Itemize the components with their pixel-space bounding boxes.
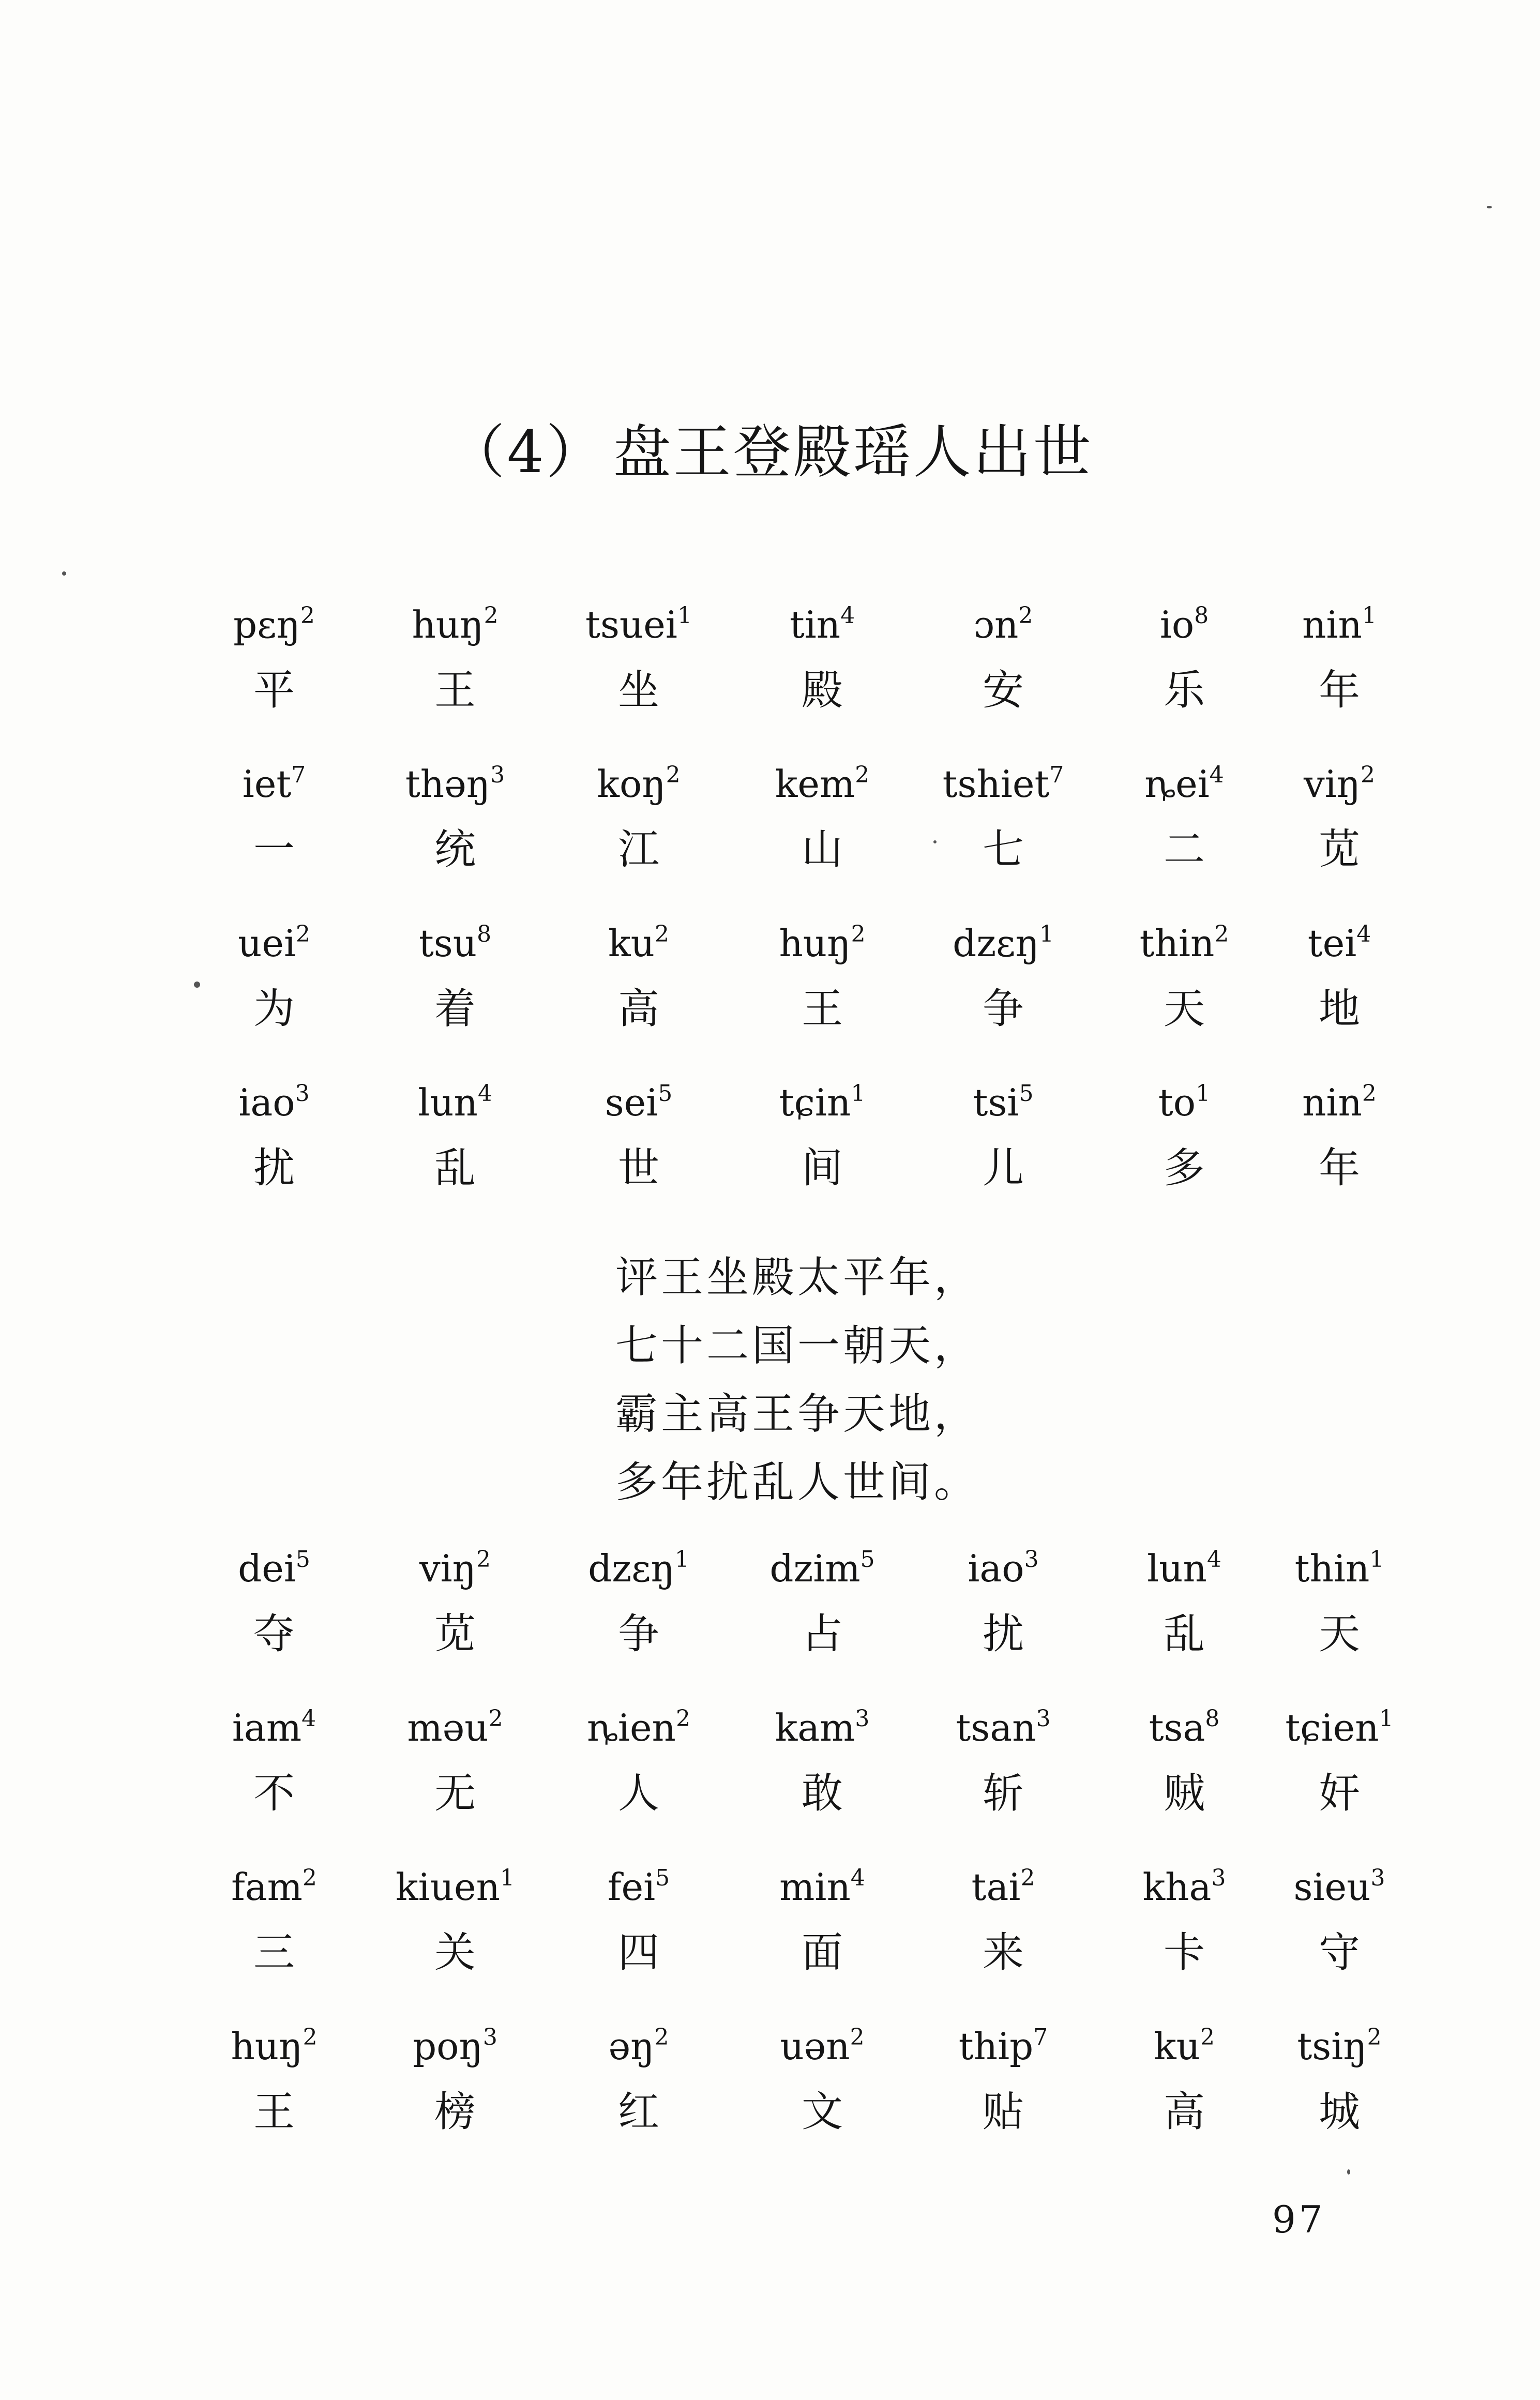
romanization-syllable: tshiet bbox=[942, 762, 1050, 806]
scan-speck bbox=[62, 571, 66, 576]
romanization-syllable: ku bbox=[1154, 2025, 1200, 2068]
romanization bbox=[181, 1705, 367, 1750]
title-number: （4） bbox=[447, 419, 606, 486]
romanization-syllable: tsa bbox=[1149, 1706, 1205, 1749]
word-pair bbox=[362, 1080, 548, 1194]
romanization-syllable: ku bbox=[608, 922, 655, 965]
chinese-character: 红 bbox=[618, 2088, 659, 2136]
chinese-character: 年 bbox=[1319, 1144, 1360, 1192]
word-pair bbox=[362, 762, 548, 876]
tone-number: 1 bbox=[1196, 1080, 1211, 1107]
romanization bbox=[362, 2024, 548, 2069]
tone-number: 3 bbox=[295, 1080, 310, 1107]
word-pair bbox=[1246, 762, 1432, 876]
chinese-character: 文 bbox=[802, 2088, 843, 2136]
word-pair bbox=[910, 762, 1096, 876]
romanization-syllable: koŋ bbox=[597, 762, 666, 806]
word-pair bbox=[181, 921, 367, 1035]
romanization-syllable: dzεŋ bbox=[588, 1547, 675, 1590]
tone-number: 2 bbox=[303, 2024, 318, 2050]
tone-number: 2 bbox=[655, 921, 669, 947]
romanization bbox=[362, 1705, 548, 1750]
word-pair bbox=[546, 921, 732, 1035]
title-text: 盘王登殿瑶人出世 bbox=[613, 419, 1093, 486]
word-pair bbox=[362, 1865, 548, 1979]
romanization-syllable: ȵei bbox=[1144, 762, 1210, 806]
chinese-character: 苋 bbox=[434, 1610, 476, 1658]
chinese-character: 七 bbox=[983, 825, 1024, 873]
romanization-syllable: fei bbox=[607, 1865, 656, 1909]
chinese-character: 坐 bbox=[618, 666, 659, 714]
word-pair bbox=[362, 921, 548, 1035]
chinese-character: 王 bbox=[434, 666, 476, 714]
chinese-character: 高 bbox=[1164, 2088, 1205, 2136]
romanization bbox=[729, 1705, 915, 1750]
romanization bbox=[1246, 1865, 1432, 1909]
chinese-character: 殿 bbox=[802, 666, 843, 714]
chinese-character: 着 bbox=[434, 985, 476, 1033]
word-pair bbox=[546, 1546, 732, 1660]
romanization-syllable: huŋ bbox=[231, 2025, 303, 2068]
verse-line: 多年扰乱人世间。 bbox=[615, 1458, 980, 1507]
word-pair bbox=[729, 1080, 915, 1194]
romanization-syllable: lun bbox=[1147, 1547, 1207, 1590]
romanization-syllable: kam bbox=[775, 1706, 855, 1749]
romanization bbox=[181, 1080, 367, 1125]
romanization bbox=[729, 1546, 915, 1591]
romanization-syllable: iet bbox=[242, 762, 292, 806]
romanization-syllable: iao bbox=[968, 1547, 1024, 1590]
tone-number: 3 bbox=[1036, 1705, 1051, 1732]
romanization-syllable: viŋ bbox=[419, 1547, 477, 1590]
word-pair bbox=[546, 762, 732, 876]
chinese-character: 二 bbox=[1164, 825, 1205, 873]
tone-number: 2 bbox=[1020, 1865, 1035, 1891]
chinese-character: 多 bbox=[1164, 1144, 1205, 1192]
word-pair bbox=[1246, 1546, 1432, 1660]
romanization bbox=[362, 602, 548, 647]
romanization bbox=[910, 762, 1096, 806]
romanization bbox=[546, 2024, 732, 2069]
romanization bbox=[729, 921, 915, 965]
romanization bbox=[546, 1705, 732, 1750]
chinese-character: 天 bbox=[1319, 1610, 1360, 1658]
chinese-character: 三 bbox=[253, 1928, 295, 1976]
romanization bbox=[729, 2024, 915, 2069]
tone-number: 1 bbox=[1379, 1705, 1394, 1732]
chinese-character: 乱 bbox=[434, 1144, 476, 1192]
romanization bbox=[362, 1865, 548, 1909]
scan-speck bbox=[1347, 2169, 1350, 2175]
romanization bbox=[181, 921, 367, 965]
chinese-character: 山 bbox=[802, 825, 843, 873]
romanization-syllable: tsu bbox=[418, 922, 477, 965]
romanization-syllable: huŋ bbox=[412, 603, 484, 646]
romanization-syllable: io bbox=[1159, 603, 1195, 646]
chinese-character: 苋 bbox=[1319, 825, 1360, 873]
tone-number: 2 bbox=[302, 1865, 317, 1891]
page-number: 97 bbox=[1272, 2198, 1326, 2241]
tone-number: 5 bbox=[655, 1865, 670, 1891]
romanization-syllable: kiuen bbox=[395, 1865, 500, 1909]
word-pair bbox=[1246, 1080, 1432, 1194]
word-pair bbox=[729, 1546, 915, 1660]
chinese-character: 贼 bbox=[1164, 1769, 1205, 1817]
chinese-character: 争 bbox=[618, 1610, 659, 1658]
tone-number: 1 bbox=[1039, 921, 1054, 947]
romanization-syllable: tsi bbox=[973, 1081, 1019, 1124]
tone-number: 8 bbox=[1205, 1705, 1220, 1732]
romanization bbox=[1246, 762, 1432, 806]
scan-speck bbox=[194, 982, 200, 988]
word-pair bbox=[546, 1705, 732, 1819]
romanization-syllable: tsan bbox=[956, 1706, 1036, 1749]
romanization-syllable: əŋ bbox=[608, 2025, 655, 2068]
chinese-character: 占 bbox=[802, 1610, 843, 1658]
chinese-character: 平 bbox=[253, 666, 295, 714]
tone-number: 8 bbox=[1194, 602, 1209, 629]
romanization-syllable: thəŋ bbox=[405, 762, 491, 806]
word-pair bbox=[910, 921, 1096, 1035]
romanization-syllable: huŋ bbox=[779, 922, 851, 965]
romanization bbox=[546, 1546, 732, 1591]
romanization-syllable: to bbox=[1158, 1081, 1196, 1124]
tone-number: 2 bbox=[476, 1546, 491, 1573]
romanization-syllable: viŋ bbox=[1303, 762, 1361, 806]
word-pair bbox=[181, 602, 367, 716]
word-pair bbox=[729, 602, 915, 716]
tone-number: 2 bbox=[1200, 2024, 1215, 2050]
chinese-character: 扰 bbox=[253, 1144, 295, 1192]
tone-number: 2 bbox=[484, 602, 499, 629]
chinese-character: 地 bbox=[1319, 985, 1360, 1033]
word-pair bbox=[362, 1546, 548, 1660]
tone-number: 5 bbox=[295, 1546, 310, 1573]
word-pair bbox=[362, 1705, 548, 1819]
word-pair bbox=[546, 1080, 732, 1194]
romanization-syllable: min bbox=[779, 1865, 851, 1909]
romanization-syllable: poŋ bbox=[413, 2025, 483, 2068]
chinese-character: 城 bbox=[1319, 2088, 1360, 2136]
word-pair bbox=[362, 2024, 548, 2138]
romanization-syllable: sieu bbox=[1293, 1865, 1371, 1909]
romanization-syllable: məu bbox=[407, 1706, 489, 1749]
tone-number: 2 bbox=[300, 602, 315, 629]
tone-number: 5 bbox=[860, 1546, 875, 1573]
romanization-syllable: thin bbox=[1139, 922, 1215, 965]
chinese-character: 王 bbox=[253, 2088, 295, 2136]
tone-number: 3 bbox=[1211, 1865, 1226, 1891]
word-pair bbox=[910, 602, 1096, 716]
romanization bbox=[546, 602, 732, 647]
romanization-syllable: kha bbox=[1142, 1865, 1212, 1909]
romanization-syllable: lun bbox=[418, 1081, 478, 1124]
chinese-character: 江 bbox=[618, 825, 659, 873]
chinese-character: 四 bbox=[618, 1928, 659, 1976]
tone-number: 1 bbox=[674, 1546, 689, 1573]
verse-line: 评王坐殿太平年， bbox=[615, 1253, 980, 1302]
tone-number: 3 bbox=[490, 762, 505, 788]
romanization bbox=[1246, 1546, 1432, 1591]
chinese-character: 来 bbox=[983, 1928, 1024, 1976]
chinese-character: 无 bbox=[434, 1769, 476, 1817]
chinese-character: 敢 bbox=[802, 1769, 843, 1817]
romanization-syllable: uən bbox=[780, 2025, 850, 2068]
romanization-syllable: thin bbox=[1294, 1547, 1370, 1590]
romanization bbox=[910, 602, 1096, 647]
tone-number: 2 bbox=[654, 2024, 669, 2050]
chinese-character: 守 bbox=[1319, 1928, 1360, 1976]
tone-number: 2 bbox=[855, 762, 870, 788]
romanization-syllable: dzim bbox=[769, 1547, 860, 1590]
tone-number: 2 bbox=[851, 921, 866, 947]
tone-number: 1 bbox=[677, 602, 692, 629]
romanization bbox=[362, 921, 548, 965]
word-pair bbox=[910, 1865, 1096, 1979]
word-pair bbox=[729, 1865, 915, 1979]
romanization bbox=[1246, 1080, 1432, 1125]
romanization bbox=[910, 1865, 1096, 1909]
verse-translation bbox=[615, 1244, 979, 1517]
chinese-character: 为 bbox=[253, 985, 295, 1033]
tone-number: 4 bbox=[840, 602, 855, 629]
word-pair bbox=[181, 762, 367, 876]
tone-number: 5 bbox=[1019, 1080, 1034, 1107]
tone-number: 3 bbox=[482, 2024, 497, 2050]
tone-number: 4 bbox=[301, 1705, 316, 1732]
chinese-character: 世 bbox=[618, 1144, 659, 1192]
romanization-syllable: tai bbox=[971, 1865, 1021, 1909]
romanization bbox=[181, 762, 367, 806]
tone-number: 4 bbox=[1209, 762, 1224, 788]
chinese-character: 儿 bbox=[983, 1144, 1024, 1192]
word-pair bbox=[181, 1865, 367, 1979]
romanization-syllable: nin bbox=[1302, 603, 1362, 646]
romanization-syllable: dei bbox=[238, 1547, 296, 1590]
tone-number: 1 bbox=[1362, 602, 1377, 629]
chinese-character: 统 bbox=[434, 825, 476, 873]
romanization bbox=[546, 1080, 732, 1125]
word-pair bbox=[362, 602, 548, 716]
romanization-syllable: tɕien bbox=[1285, 1706, 1379, 1749]
tone-number: 2 bbox=[850, 2024, 865, 2050]
chinese-character: 安 bbox=[983, 666, 1024, 714]
romanization bbox=[729, 602, 915, 647]
romanization bbox=[1246, 1705, 1432, 1750]
romanization bbox=[362, 1546, 548, 1591]
romanization-syllable: fam bbox=[231, 1865, 303, 1909]
chinese-character: 王 bbox=[802, 985, 843, 1033]
tone-number: 1 bbox=[500, 1865, 515, 1891]
word-pair bbox=[181, 1080, 367, 1194]
word-pair bbox=[1246, 1865, 1432, 1979]
word-pair bbox=[910, 1705, 1096, 1819]
tone-number: 2 bbox=[1362, 1080, 1377, 1107]
romanization-syllable: kem bbox=[775, 762, 855, 806]
romanization-syllable: ɔn bbox=[973, 603, 1019, 646]
romanization-syllable: dzεŋ bbox=[953, 922, 1039, 965]
tone-number: 2 bbox=[675, 1705, 690, 1732]
word-pair bbox=[181, 2024, 367, 2138]
tone-number: 2 bbox=[296, 921, 310, 947]
word-pair bbox=[546, 602, 732, 716]
romanization bbox=[181, 2024, 367, 2069]
tone-number: 7 bbox=[1049, 762, 1064, 788]
tone-number: 2 bbox=[666, 762, 681, 788]
word-pair bbox=[910, 2024, 1096, 2138]
romanization bbox=[181, 1865, 367, 1909]
romanization bbox=[910, 921, 1096, 965]
tone-number: 4 bbox=[477, 1080, 492, 1107]
chinese-character: 榜 bbox=[434, 2088, 476, 2136]
tone-number: 3 bbox=[1370, 1865, 1385, 1891]
romanization-syllable: iam bbox=[232, 1706, 302, 1749]
tone-number: 2 bbox=[1361, 762, 1376, 788]
romanization bbox=[910, 1705, 1096, 1750]
chinese-character: 扰 bbox=[983, 1610, 1024, 1658]
romanization bbox=[181, 1546, 367, 1591]
tone-number: 1 bbox=[851, 1080, 866, 1107]
tone-number: 4 bbox=[1206, 1546, 1221, 1573]
word-pair bbox=[181, 1705, 367, 1819]
romanization-syllable: nin bbox=[1302, 1081, 1362, 1124]
word-pair bbox=[729, 762, 915, 876]
romanization bbox=[910, 2024, 1096, 2069]
romanization bbox=[910, 1080, 1096, 1125]
chinese-character: 贴 bbox=[983, 2088, 1024, 2136]
tone-number: 2 bbox=[1214, 921, 1229, 947]
word-pair bbox=[1246, 1705, 1432, 1819]
tone-number: 5 bbox=[658, 1080, 673, 1107]
word-pair bbox=[729, 2024, 915, 2138]
chinese-character: 面 bbox=[802, 1928, 843, 1976]
romanization bbox=[1246, 921, 1432, 965]
romanization-syllable: tsuei bbox=[585, 603, 677, 646]
scan-speck bbox=[1487, 206, 1492, 208]
romanization-syllable: tsiŋ bbox=[1297, 2025, 1367, 2068]
chinese-character: 夺 bbox=[253, 1610, 295, 1658]
tone-number: 2 bbox=[1018, 602, 1033, 629]
word-pair bbox=[1246, 921, 1432, 1035]
word-pair bbox=[910, 1546, 1096, 1660]
romanization bbox=[1246, 602, 1432, 647]
tone-number: 2 bbox=[1367, 2024, 1382, 2050]
romanization-syllable: tei bbox=[1307, 922, 1357, 965]
romanization bbox=[546, 762, 732, 806]
chinese-character: 奸 bbox=[1319, 1769, 1360, 1817]
word-pair bbox=[729, 1705, 915, 1819]
chinese-character: 关 bbox=[434, 1928, 476, 1976]
tone-number: 7 bbox=[1033, 2024, 1048, 2050]
romanization-syllable: pεŋ bbox=[233, 603, 300, 646]
chinese-character: 天 bbox=[1164, 985, 1205, 1033]
word-pair bbox=[546, 2024, 732, 2138]
romanization bbox=[362, 1080, 548, 1125]
verse-line: 霸主高王争天地， bbox=[615, 1390, 980, 1439]
chinese-character: 不 bbox=[253, 1769, 295, 1817]
romanization-syllable: ȵien bbox=[587, 1706, 676, 1749]
tone-number: 1 bbox=[1369, 1546, 1384, 1573]
romanization bbox=[729, 1865, 915, 1909]
chinese-character: 斩 bbox=[983, 1769, 1024, 1817]
chinese-character: 争 bbox=[983, 985, 1024, 1033]
romanization-syllable: tin bbox=[789, 603, 841, 646]
page-title bbox=[0, 406, 1540, 489]
romanization bbox=[729, 762, 915, 806]
chinese-character: 乐 bbox=[1164, 666, 1205, 714]
romanization-syllable: uei bbox=[237, 922, 296, 965]
chinese-character: 卡 bbox=[1164, 1928, 1205, 1976]
scan-speck bbox=[933, 840, 937, 843]
romanization-syllable: iao bbox=[238, 1081, 295, 1124]
tone-number: 3 bbox=[1024, 1546, 1039, 1573]
romanization bbox=[362, 762, 548, 806]
word-pair bbox=[1246, 2024, 1432, 2138]
chinese-character: 乱 bbox=[1164, 1610, 1205, 1658]
word-pair bbox=[910, 1080, 1096, 1194]
tone-number: 3 bbox=[855, 1705, 870, 1732]
romanization-syllable: thip bbox=[958, 2025, 1034, 2068]
chinese-character: 间 bbox=[802, 1144, 843, 1192]
chinese-character: 一 bbox=[253, 825, 295, 873]
tone-number: 7 bbox=[291, 762, 306, 788]
tone-number: 4 bbox=[1356, 921, 1371, 947]
word-pair bbox=[546, 1865, 732, 1979]
word-pair bbox=[181, 1546, 367, 1660]
chinese-character: 人 bbox=[618, 1769, 659, 1817]
romanization-syllable: tɕin bbox=[779, 1081, 851, 1124]
tone-number: 8 bbox=[477, 921, 492, 947]
chinese-character: 年 bbox=[1319, 666, 1360, 714]
verse-line: 七十二国一朝天， bbox=[615, 1321, 980, 1370]
word-pair bbox=[729, 921, 915, 1035]
romanization bbox=[546, 921, 732, 965]
romanization bbox=[546, 1865, 732, 1909]
romanization bbox=[181, 602, 367, 647]
romanization bbox=[729, 1080, 915, 1125]
chinese-character: 高 bbox=[618, 985, 659, 1033]
romanization-syllable: sei bbox=[605, 1081, 658, 1124]
tone-number: 4 bbox=[850, 1865, 865, 1891]
romanization bbox=[910, 1546, 1096, 1591]
word-pair bbox=[1246, 602, 1432, 716]
romanization bbox=[1246, 2024, 1432, 2069]
tone-number: 2 bbox=[488, 1705, 503, 1732]
